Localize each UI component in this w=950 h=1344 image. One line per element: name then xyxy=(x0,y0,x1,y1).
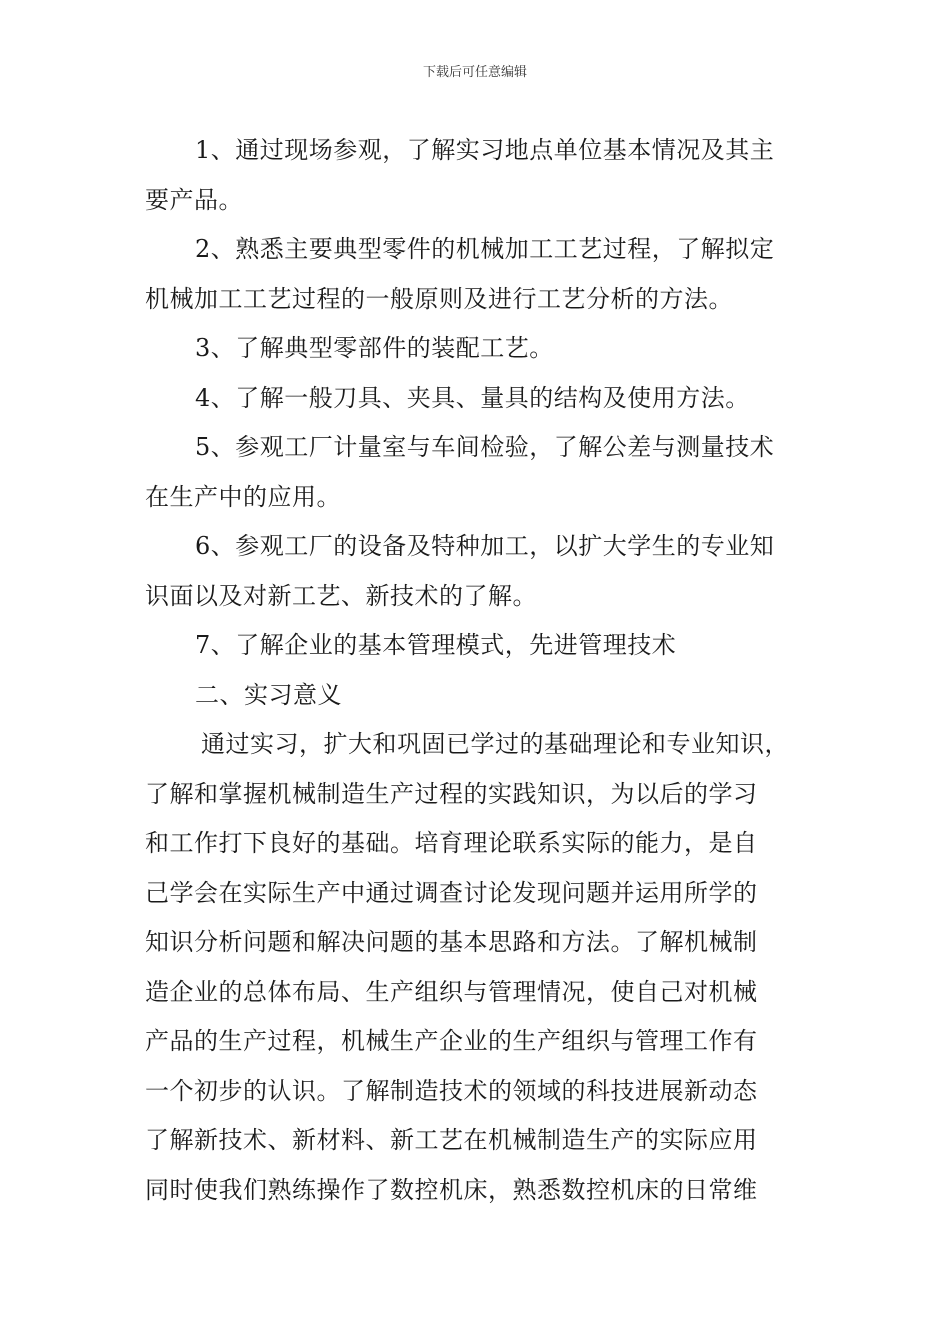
list-item-5-line-1: 5、参观工厂计量室与车间检验，了解公差与测量技术 xyxy=(195,433,775,461)
list-item-1-line-2: 要产品。 xyxy=(145,185,243,214)
list-item-5-line-2: 在生产中的应用。 xyxy=(145,482,341,511)
list-item-1-line-1: 1、通过现场参观，了解实习地点单位基本情况及其主 xyxy=(195,136,775,164)
paragraph-line-10: 同时使我们熟练操作了数控机床，熟悉数控机床的日常维 xyxy=(145,1175,758,1204)
paragraph-line-3: 和工作打下良好的基础。培育理论联系实际的能力，是自 xyxy=(145,829,758,857)
page-header: 下载后可任意编辑 xyxy=(422,65,527,80)
document-body xyxy=(145,126,810,1215)
paragraph-line-5: 知识分析问题和解决问题的基本思路和方法。了解机械制 xyxy=(145,928,758,956)
paragraph-line-1: 通过实习，扩大和巩固已学过的基础理论和专业知识， xyxy=(201,730,789,758)
paragraph-line-6: 造企业的总体布局、生产组织与管理情况，使自己对机械 xyxy=(145,977,758,1006)
section-heading: 二、实习意义 xyxy=(195,680,342,709)
paragraph-line-8: 一个初步的认识。了解制造技术的领域的科技进展新动态 xyxy=(145,1076,758,1105)
paragraph-line-9: 了解新技术、新材料、新工艺在机械制造生产的实际应用 xyxy=(145,1126,758,1154)
list-item-3: 3、了解典型零部件的装配工艺。 xyxy=(195,334,554,362)
list-item-6-line-1: 6、参观工厂的设备及特种加工，以扩大学生的专业知 xyxy=(195,532,775,560)
paragraph-line-2: 了解和掌握机械制造生产过程的实践知识，为以后的学习 xyxy=(145,779,758,808)
list-item-7: 7、了解企业的基本管理模式，先进管理技术 xyxy=(195,631,677,659)
list-item-2-line-1: 2、熟悉主要典型零件的机械加工工艺过程，了解拟定 xyxy=(195,235,775,263)
list-item-4: 4、了解一般刀具、夹具、量具的结构及使用方法。 xyxy=(195,383,750,412)
list-item-2-line-2: 机械加工工艺过程的一般原则及进行工艺分析的方法。 xyxy=(145,284,733,313)
paragraph-line-7: 产品的生产过程，机械生产企业的生产组织与管理工作有 xyxy=(145,1027,758,1055)
paragraph-line-4: 己学会在实际生产中通过调查讨论发现问题并运用所学的 xyxy=(145,878,758,907)
list-item-6-line-2: 识面以及对新工艺、新技术的了解。 xyxy=(145,581,537,610)
